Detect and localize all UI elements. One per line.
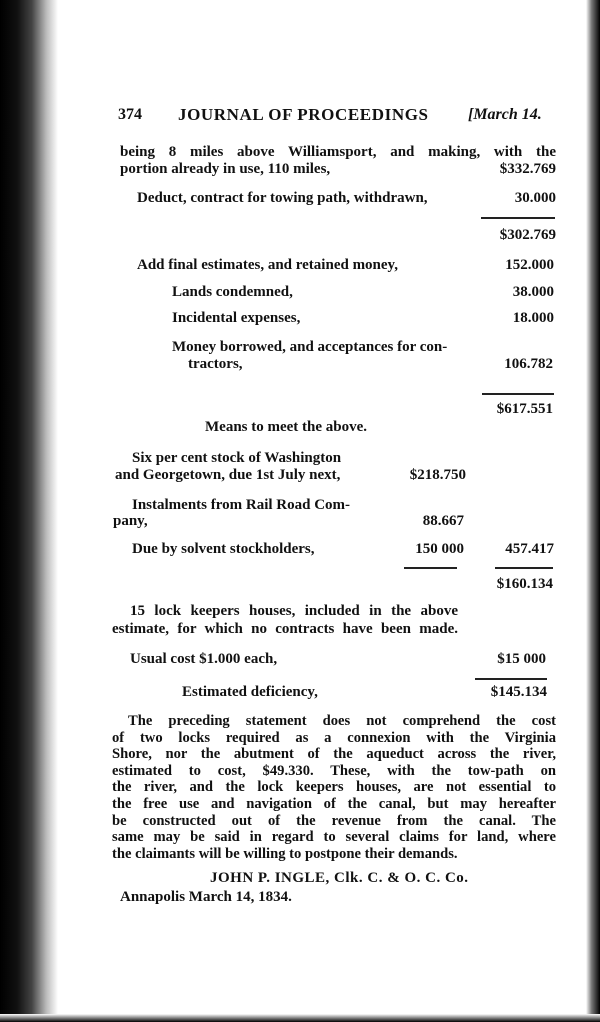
means-total: 457.417 — [505, 541, 554, 557]
means-line: Instalments from Rail Road Com- — [132, 497, 351, 513]
amount: 38.000 — [512, 284, 554, 300]
place-date: Annapolis March 14, 1834. — [120, 889, 292, 905]
page-number: 374 — [118, 106, 142, 123]
paragraph-line: Shore, nor the abutment of the aqueduct across the river, — [112, 746, 556, 763]
paragraph-line: estimated to cost, $49.330. These, with the tow-path on — [112, 762, 556, 779]
section-heading: Means to meet the above. — [205, 419, 368, 435]
deficiency-amount: $145.134 — [490, 684, 547, 700]
statement-line: tractors, — [188, 356, 243, 372]
statement-line: Lands condemned, — [172, 284, 293, 300]
statement-line: Add final estimates, and retained money, — [137, 257, 398, 273]
sum-rule — [481, 217, 555, 219]
amount: 152.000 — [505, 257, 554, 273]
closing-paragraph — [112, 713, 556, 862]
balance: $160.134 — [496, 576, 553, 592]
means-line: Six per cent stock of Washington — [132, 450, 342, 466]
statement-line: portion already in use, 110 miles, — [120, 161, 331, 177]
sum-rule — [475, 678, 547, 680]
amount: 30.000 — [514, 190, 556, 206]
means-line: pany, — [113, 513, 148, 529]
scan-right-edge — [586, 0, 600, 1022]
scan-left-edge — [0, 0, 58, 1022]
sum-rule — [482, 393, 554, 395]
paragraph-line: be constructed out of the revenue from the canal. The — [112, 812, 556, 829]
amount: 18.000 — [512, 310, 554, 326]
lock-line: estimate, for which no contracts have been made. — [112, 621, 458, 637]
amount: $218.750 — [409, 467, 466, 483]
total: $617.551 — [496, 401, 553, 417]
means-line: Due by solvent stockholders, — [132, 541, 315, 557]
sum-rule — [495, 567, 553, 569]
scan-bottom-edge — [0, 1014, 600, 1022]
amount: $15 000 — [497, 651, 546, 667]
means-line: and Georgetown, due 1st July next, — [115, 467, 341, 483]
signature: JOHN P. INGLE, Clk. C. & O. C. Co. — [210, 870, 469, 886]
paragraph-line: The preceding statement does not comprehend the cost — [128, 713, 556, 729]
amount: 88.667 — [422, 513, 464, 529]
lock-line: 15 lock keepers houses, included in the above — [130, 603, 458, 619]
deficiency-label: Estimated deficiency, — [182, 684, 318, 700]
amount: $332.769 — [499, 161, 556, 177]
paragraph-line: of two locks required as a connexion with the Virginia — [112, 729, 556, 746]
statement-line: Money borrowed, and acceptances for con- — [172, 339, 448, 355]
statement-line: being 8 miles above Williamsport, and making, with the — [120, 144, 556, 160]
subtotal: $302.769 — [499, 227, 556, 243]
amount: 150 000 — [415, 541, 464, 557]
page-title: JOURNAL OF PROCEEDINGS — [178, 105, 429, 124]
sum-rule — [404, 567, 457, 569]
lock-line: Usual cost $1.000 each, — [130, 651, 278, 667]
paragraph-line: the river, and the lock keepers houses, are not essential to — [112, 779, 556, 796]
statement-line: Incidental expenses, — [172, 310, 301, 326]
page-date: [March 14. — [468, 106, 542, 123]
paragraph-line: the free use and navigation of the canal, but may hereafter — [112, 795, 556, 812]
amount: 106.782 — [504, 356, 553, 372]
statement-line: Deduct, contract for towing path, withdrawn, — [137, 190, 428, 206]
paragraph-line: the claimants will be willing to postpone their demands. — [112, 845, 458, 862]
paragraph-line: same may be said in regard to several claims for land, where — [112, 829, 556, 846]
